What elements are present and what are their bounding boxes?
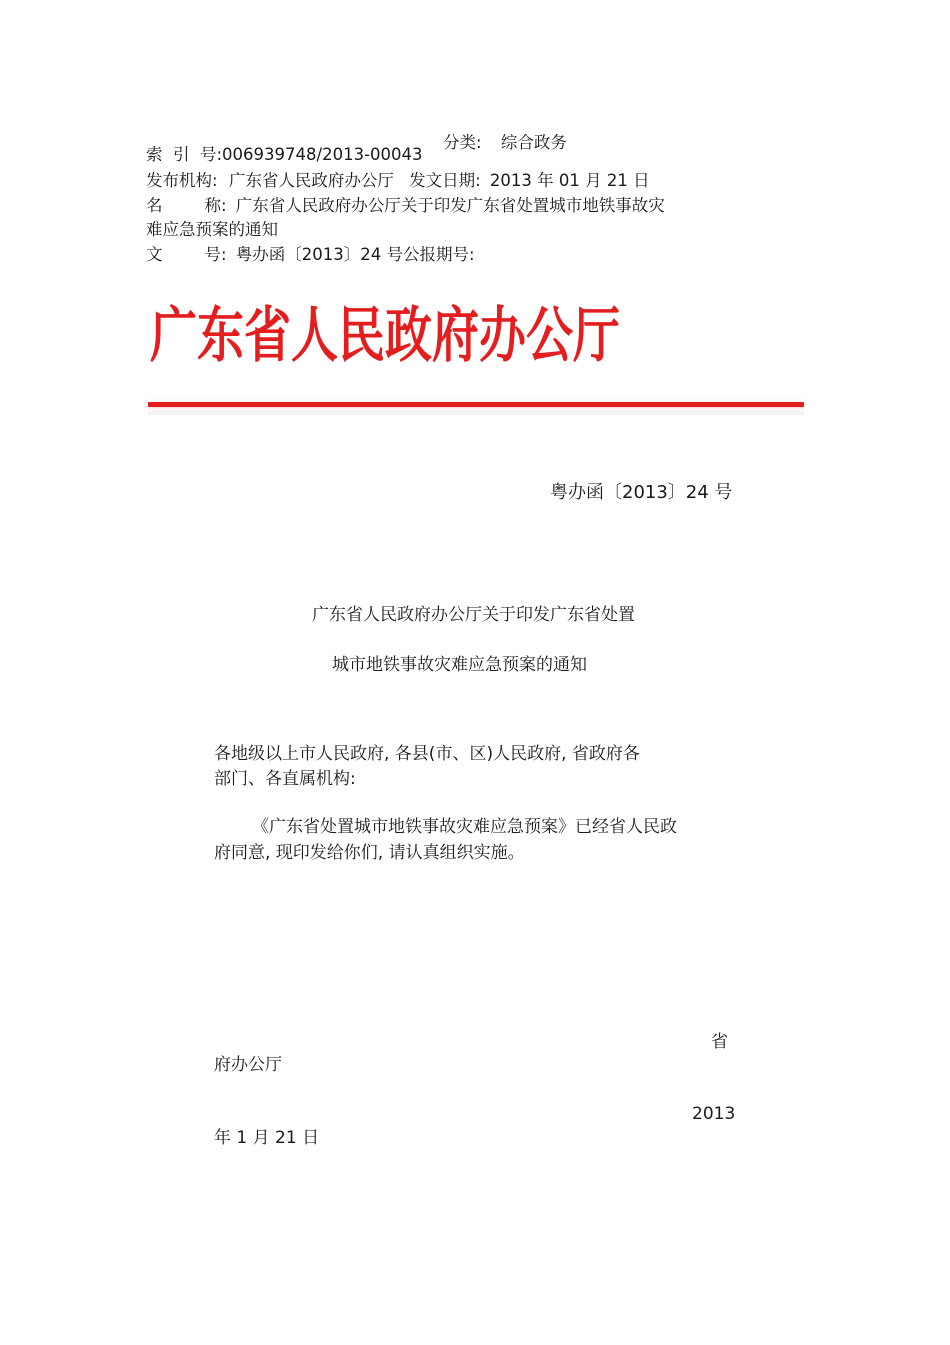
salutation-line1: 各地级以上市人民政府, 各县(市、区)人民政府, 省政府各 — [214, 744, 640, 764]
document-number: 粤办函〔2013〕24 号 — [550, 482, 733, 503]
signature-part1: 省 — [711, 1032, 728, 1052]
publisher-value: 广东省人民政府办公厅 — [228, 171, 394, 190]
publisher-line — [146, 171, 650, 191]
doc-name-value-line1: 广东省人民政府办公厅关于印发广东省处置城市地铁事故灾 — [235, 196, 665, 215]
category-value: 综合政务 — [500, 133, 567, 152]
masthead-title — [150, 292, 650, 372]
doc-name-continuation — [146, 220, 278, 240]
header-divider — [148, 393, 804, 415]
publisher-label: 发布机构: — [146, 171, 218, 190]
index-number-label: 索 引 号: — [146, 145, 223, 164]
masthead-title-text: 广东省人民政府办公厅 — [150, 301, 620, 371]
salutation-line2: 部门、各直属机构: — [214, 769, 356, 789]
index-number-value: 006939748/2013-00043 — [222, 145, 423, 164]
masthead-title-graphic — [150, 292, 650, 372]
signing-date-part2: 年 1 月 21 日 — [214, 1128, 320, 1148]
category-label: 分类: — [443, 133, 482, 152]
document-title-line1: 广东省人民政府办公厅关于印发广东省处置 — [312, 605, 635, 625]
doc-name-line — [146, 196, 665, 216]
body-paragraph-line1: 《广东省处置城市地铁事故灾难应急预案》已经省人民政 — [252, 817, 677, 837]
doc-name-label: 名 称: — [146, 196, 227, 215]
index-number-line — [146, 145, 423, 165]
issue-date-label: 发文日期: — [409, 171, 481, 190]
signing-date-part1: 2013 — [692, 1104, 736, 1124]
issue-date-value: 2013 年 01 月 21 日 — [489, 171, 650, 190]
category-line — [443, 133, 567, 153]
signature-part2: 府办公厅 — [214, 1055, 282, 1075]
red-rule-shadow — [148, 407, 804, 410]
body-paragraph-line2: 府同意, 现印发给你们, 请认真组织实施。 — [214, 843, 525, 863]
doc-number-label: 文 号: — [146, 245, 227, 264]
doc-number-value: 粤办函〔2013〕24 号公报期号: — [235, 245, 475, 264]
doc-name-value-line2: 难应急预案的通知 — [146, 220, 278, 239]
doc-number-line — [146, 245, 475, 265]
document-title-line2: 城市地铁事故灾难应急预案的通知 — [332, 655, 587, 675]
